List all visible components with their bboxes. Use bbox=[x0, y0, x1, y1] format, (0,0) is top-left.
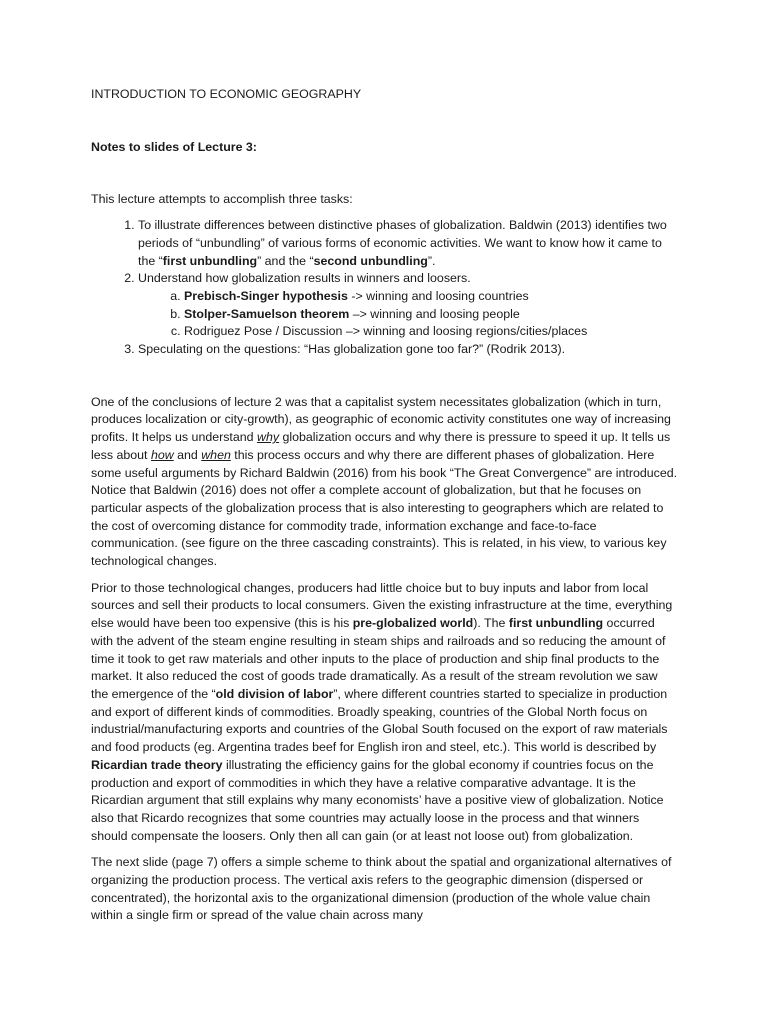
intro-text: This lecture attempts to accomplish three tasks: bbox=[91, 192, 353, 207]
subtask-list bbox=[138, 288, 678, 341]
task-item-2: 2. Understand how globalization results in winners and loosers. a. Prebisch-Singer hypothesis -> winning and loosing countries b. Stolper-Samuelson theorem –> winning and loosing people c. Rodriguez Pose / Discussion –> winning and loosing regions/cities/places bbox=[138, 270, 678, 341]
task-item-3: 3. Speculating on the questions: “Has globalization gone too far?” (Rodrik 2013). bbox=[138, 341, 678, 359]
paragraph-2: Prior to those technological changes, producers had little choice but to buy inputs and labor from local sources and sell their products to local consumers. Given the existing infrastructure at the time, everything else would have been too expensive (this is his pre-globalized world). The first unbundling occurred with the advent of the steam engine resulting in steam ships and railroads and so reducing the amount of time it took to get raw materials and other inputs to the place of production and ship final products to the market. It also reduced the cost of goods trade dramatically. As a result of the stream revolution we saw the emergence of the “old division of labor”, where different countries started to specialize in production and export of different kinds of commodities. Broadly speaking, countries of the Global North focus on industrial/manufacturing exports and countries of the Global South focused on the export of raw materials and food products (eg. Argentina trades beef for English iron and steel, etc.). This world is described by Ricardian trade theory illustrating the efficiency gains for the global economy if countries focus on the production and export of commodities in which they have a relative comparative advantage. It is the Ricardian argument that still explains why many economists’ have a positive view of globalization. Notice also that Ricardo recognizes that some countries may actually loose in the process and that winners should compensate the loosers. Only then all can gain (or at least not loose out) from globalization. bbox=[91, 580, 673, 843]
document-title: INTRODUCTION TO ECONOMIC GEOGRAPHY bbox=[91, 87, 362, 101]
task-item-1: 1. To illustrate differences between distinctive phases of globalization. Baldwin (2013) identifies two periods of “unbundling” of various forms of economic activities. We want to know how it came to the “first unbundling” and the “second unbundling”. bbox=[138, 217, 678, 270]
task-list bbox=[91, 217, 678, 359]
paragraph-3: The next slide (page 7) offers a simple scheme to think about the spatial and organizational alternatives of organizing the production process. The vertical axis refers to the geographic dimension (dispersed or concentrated), the horizontal axis to the organizational dimension (production of the whole value chain within a single firm or spread of the value chain across many bbox=[91, 855, 672, 923]
paragraph-1: One of the conclusions of lecture 2 was that a capitalist system necessitates globalization (which in turn, produces localization or city-growth), as geographic of economic activity constitutes one way of increasing profits. It helps us understand why globalization occurs and why there is pressure to speed it up. It tells us less about how and when this process occurs and why there are different phases of globalization. Here some useful arguments by Richard Baldwin (2016) from his book “The Great Convergence” are introduced. Notice that Baldwin (2016) does not offer a complete account of globalization, but that he focuses on particular aspects of the globalization process that is also interesting to geographers which are related to the cost of overcoming distance for commodity trade, information exchange and face-to-face communication. (see figure on the three cascading constraints). This is related, in his view, to various key technological changes. bbox=[91, 394, 678, 569]
document-subtitle: Notes to slides of Lecture 3: bbox=[91, 139, 257, 154]
subtask-item-c: c. Rodriguez Pose / Discussion –> winning and loosing regions/cities/places bbox=[184, 323, 678, 341]
subtask-item-a: a. Prebisch-Singer hypothesis -> winning and loosing countries bbox=[184, 288, 678, 306]
subtask-item-b: b. Stolper-Samuelson theorem –> winning and loosing people bbox=[184, 306, 678, 324]
